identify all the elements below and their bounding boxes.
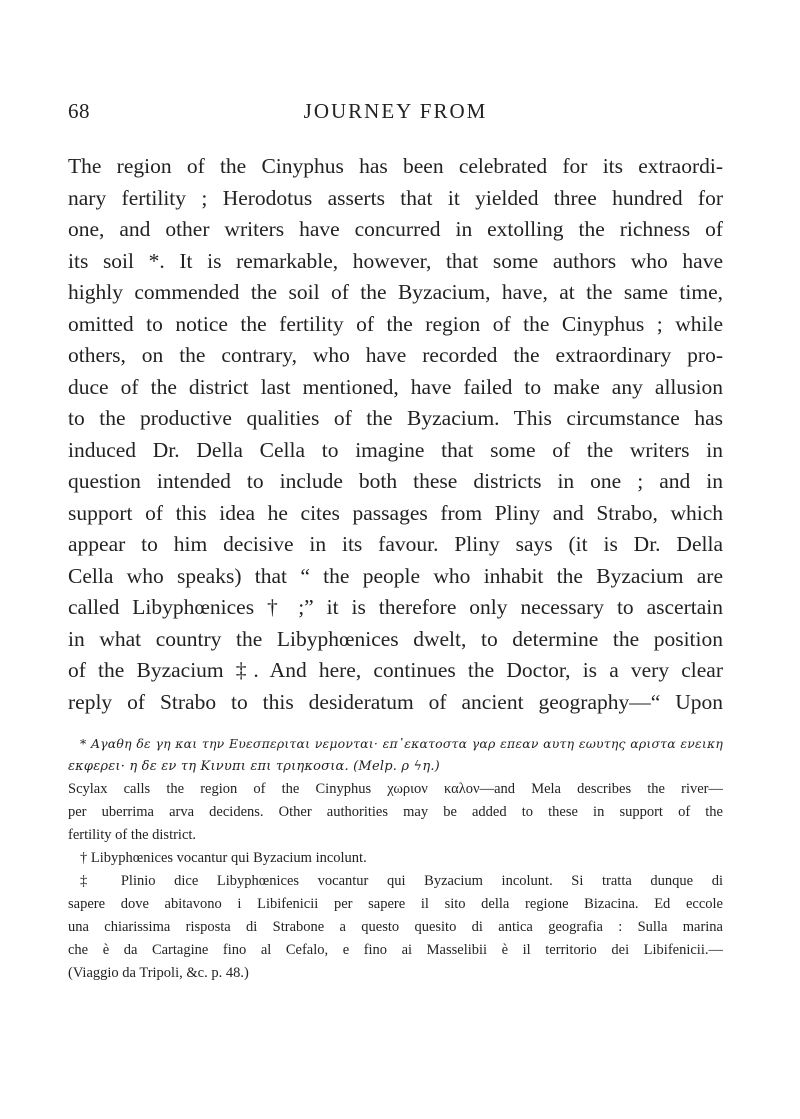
body-line: question intended to include both these districts in one ; and in [68,469,723,493]
footnote-line: † Libyphœnices vocantur qui Byzacium incolunt. [80,850,367,866]
body-line: induced Dr. Della Cella to imagine that some of the writers in [68,437,723,462]
body-line: The region of the Cinyphus has been celebrated for its extraordi- [68,154,723,178]
footnote-line: che è da Cartagine fino al Cefalo, e fino ai Masselibii è il territorio dei Libifenicii.— [68,942,723,958]
footnote-line: una chiarissima risposta di Strabone a questo quesito di antica geografia : Sulla marina [68,919,723,935]
footnote-line: per uberrima arva decidens. Other authorities may be added to these in support of the [68,804,723,820]
footnote-line-greek: * Αγαθη δε γη και την Ευεσπεριται νεμονται· επ᾽εκατοστα γαρ επεαν αυτη εωυτης αριστα ενεικη [80,736,723,751]
footnote-line: ‡ Plinio dice Libyphœnices vocantur qui Byzacium incolunt. Si tratta dunque di [80,873,723,889]
body-line: reply of Strabo to this desideratum of ancient geography—“ Upon [68,689,723,714]
body-line: Cella who speaks) that “ the people who inhabit the Byzacium are [68,563,723,588]
running-title: JOURNEY FROM [303,99,488,123]
body-line: support of this idea he cites passages from Pliny and Strabo, which [68,500,723,525]
body-line: nary fertility ; Herodotus asserts that it yielded three hundred for [68,185,723,210]
footnote-line: Scylax calls the region of the Cinyphus χωριον καλον—and Mela describes the river— [68,781,723,797]
footnote-line: (Viaggio da Tripoli, &c. p. 48.) [68,965,249,981]
body-line: duce of the district last mentioned, have failed to make any allusion [68,374,723,399]
footnote-line: fertility of the district. [68,827,197,843]
body-line: others, on the contrary, who have recorded the extraordinary pro- [68,343,723,367]
body-line: omitted to notice the fertility of the region of the Cinyphus ; while [68,311,723,336]
body-line: of the Byzacium ‡. And here, continues the Doctor, is a very clear [68,658,723,682]
body-line: to the productive qualities of the Byzacium. This circumstance has [68,406,723,430]
body-line: highly commended the soil of the Byzacium, have, at the same time, [68,280,723,304]
body-text [68,151,723,718]
footnote-line: sapere dove abitavono i Libifenicii per sapere il sito della regione Bizacina. Ed eccole [68,896,723,912]
body-line: its soil *. It is remarkable, however, that some authors who have [68,248,723,273]
body-line: one, and other writers have concurred in extolling the richness of [68,217,723,241]
body-line: called Libyphœnices † ;” it is therefore only necessary to ascertain [68,595,723,619]
body-line: appear to him decisive in its favour. Pliny says (it is Dr. Della [68,532,723,556]
running-head [68,99,723,133]
footnote-line-greek: εκφερει· η δε εν τη Κινυπι επι τριηκοσια. (Melp. ρ ϟη.) [68,759,440,774]
footnotes [68,732,723,985]
page-number: 68 [68,99,90,123]
body-line: in what country the Libyphœnices dwelt, to determine the position [68,626,723,651]
